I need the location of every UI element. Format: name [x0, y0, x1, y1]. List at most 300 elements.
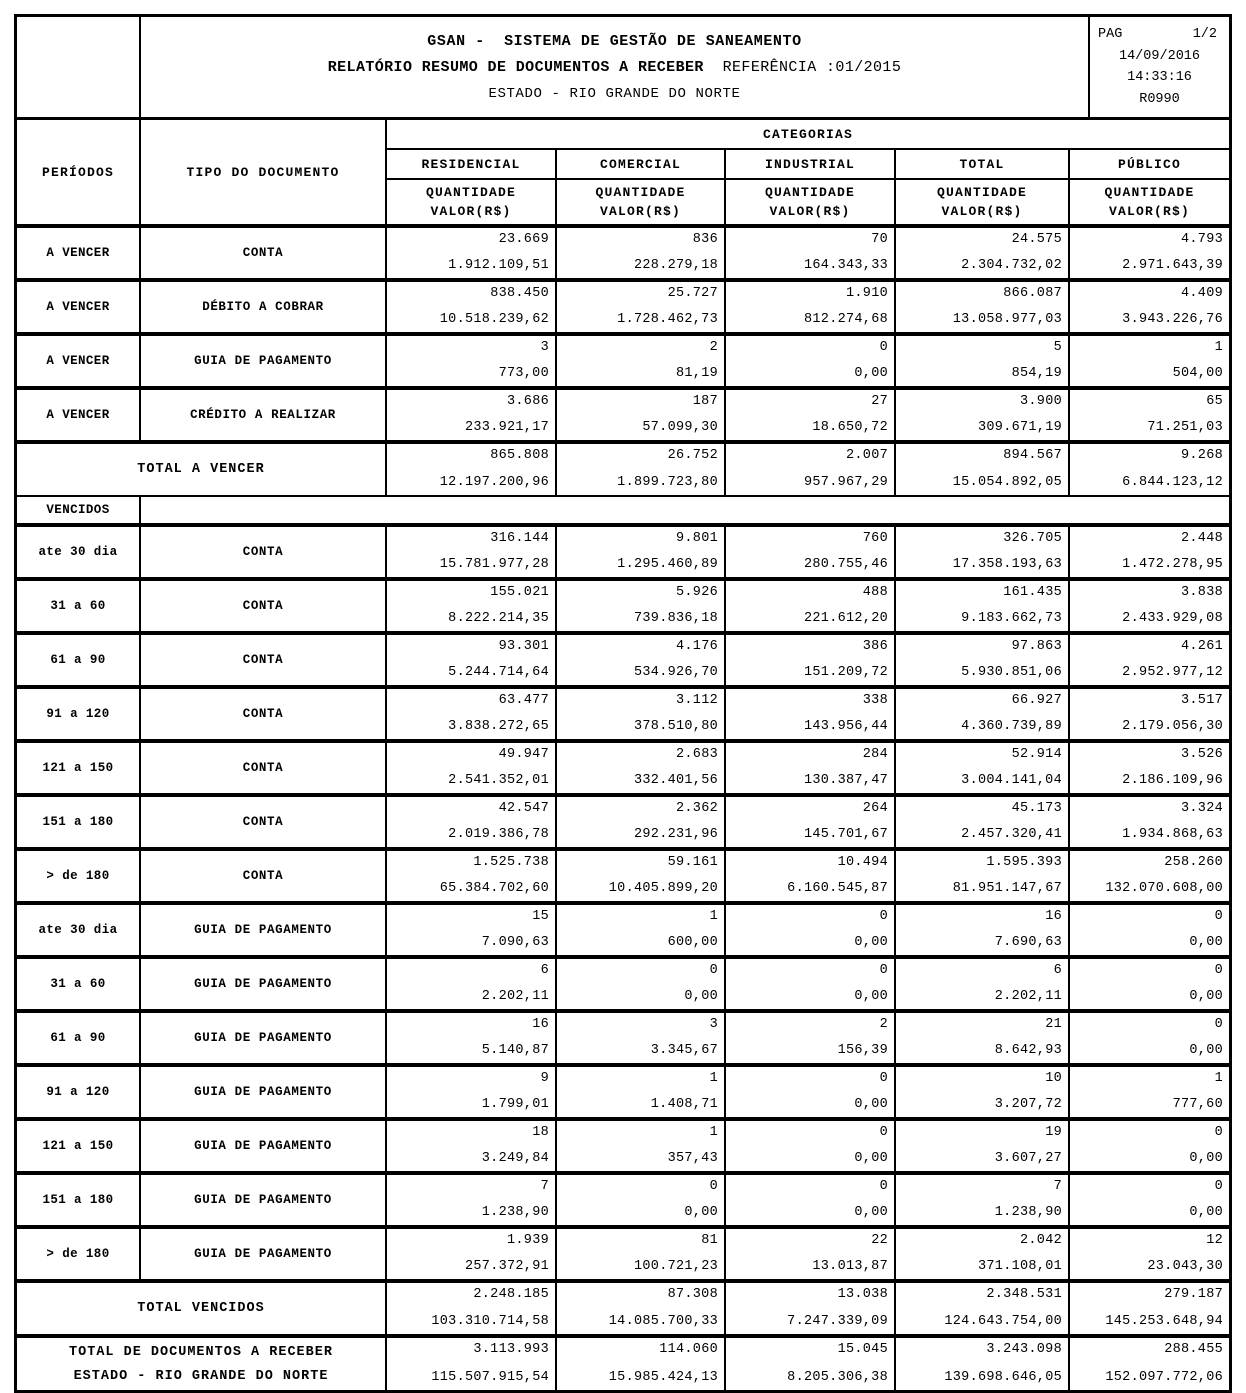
value-cell — [1070, 1175, 1229, 1225]
money-value: 0,00 — [684, 989, 718, 1004]
money-value: 2.971.643,39 — [1122, 258, 1223, 273]
money-value: 504,00 — [1172, 366, 1223, 381]
value-cell — [1070, 959, 1229, 1009]
money-value: 0,00 — [1189, 1043, 1223, 1058]
value-cell — [896, 444, 1070, 495]
money-value: 0,00 — [1189, 989, 1223, 1004]
money-value: 10.405.899,20 — [608, 881, 718, 896]
value-cell — [1070, 228, 1229, 278]
money-value: 145.701,67 — [803, 827, 888, 842]
quantity-value: 2.362 — [675, 801, 718, 816]
value-cell — [896, 797, 1070, 847]
section-row — [17, 495, 1229, 523]
money-value: 132.070.608,00 — [1105, 881, 1223, 896]
quantity-value: 2.448 — [1180, 531, 1223, 546]
quantity-value: 45.173 — [1011, 801, 1062, 816]
quantity-value: 93.301 — [498, 639, 549, 654]
tipo-cell: CONTA — [141, 797, 387, 847]
money-value: 156,39 — [837, 1043, 888, 1058]
value-cell — [1070, 689, 1229, 739]
col-header-comercial: COMERCIAL — [557, 150, 726, 180]
money-value: 1.934.868,63 — [1122, 827, 1223, 842]
money-value: 534.926,70 — [633, 665, 718, 680]
col-header-residencial: RESIDENCIAL — [387, 150, 557, 180]
value-cell — [896, 527, 1070, 577]
table-row — [17, 685, 1229, 739]
quantity-value: 7 — [1053, 1179, 1062, 1194]
money-value: 145.253.648,94 — [1105, 1314, 1223, 1329]
quantity-value: 0 — [879, 340, 888, 355]
quantity-value: 0 — [1214, 1017, 1223, 1032]
measure-valor: VALOR(R$) — [941, 204, 1023, 220]
periodo-cell: 31 a 60 — [17, 581, 141, 631]
money-value: 3.207,72 — [994, 1097, 1062, 1112]
money-value: 139.698.646,05 — [944, 1370, 1062, 1385]
money-value: 3.943.226,76 — [1122, 312, 1223, 327]
money-value: 143.956,44 — [803, 719, 888, 734]
value-cell — [896, 1229, 1070, 1279]
page-label: PAG — [1098, 27, 1123, 43]
value-cell — [896, 1283, 1070, 1334]
value-cell — [1070, 1338, 1229, 1390]
value-cell — [1070, 527, 1229, 577]
money-value: 18.650,72 — [812, 420, 888, 435]
quantity-value: 21 — [1045, 1017, 1062, 1032]
periodo-cell: ate 30 dia — [17, 527, 141, 577]
table-row — [17, 332, 1229, 386]
value-cell — [557, 689, 726, 739]
money-value: 124.643.754,00 — [944, 1314, 1062, 1329]
table-body — [17, 224, 1229, 1390]
value-cell — [1070, 581, 1229, 631]
tipo-cell: GUIA DE PAGAMENTO — [141, 336, 387, 386]
money-value: 6.160.545,87 — [787, 881, 888, 896]
page-line — [1096, 27, 1223, 42]
money-value: 2.202,11 — [994, 989, 1062, 1004]
quantity-value: 1.939 — [506, 1233, 549, 1248]
quantity-value: 760 — [862, 531, 888, 546]
money-value: 309.671,19 — [977, 420, 1062, 435]
quantity-value: 2 — [709, 340, 718, 355]
grand-total-row — [17, 1334, 1229, 1390]
value-cell — [726, 228, 896, 278]
money-value: 3.004.141,04 — [961, 773, 1062, 788]
value-cell — [387, 743, 557, 793]
quantity-value: 10 — [1045, 1071, 1062, 1086]
quantity-value: 16 — [532, 1017, 549, 1032]
value-cell — [557, 1067, 726, 1117]
value-cell — [1070, 1013, 1229, 1063]
value-cell — [557, 1338, 726, 1390]
money-value: 0,00 — [1189, 1205, 1223, 1220]
money-value: 2.433.929,08 — [1122, 611, 1223, 626]
money-value: 2.019.386,78 — [448, 827, 549, 842]
quantity-value: 5 — [1053, 340, 1062, 355]
money-value: 15.985.424,13 — [608, 1370, 718, 1385]
value-cell — [387, 1229, 557, 1279]
value-cell — [1070, 1121, 1229, 1171]
section-label: VENCIDOS — [17, 497, 141, 523]
quantity-value: 18 — [532, 1125, 549, 1140]
money-value: 1.899.723,80 — [617, 475, 718, 490]
tipo-cell: CRÉDITO A REALIZAR — [141, 390, 387, 440]
money-value: 3.249,84 — [481, 1151, 549, 1166]
quantity-value: 865.808 — [490, 448, 549, 463]
quantity-value: 9.801 — [675, 531, 718, 546]
quantity-value: 6 — [1053, 963, 1062, 978]
value-cell — [387, 444, 557, 495]
value-cell — [1070, 635, 1229, 685]
quantity-value: 42.547 — [498, 801, 549, 816]
quantity-value: 3.113.993 — [473, 1342, 549, 1357]
value-cell — [557, 390, 726, 440]
total-row — [17, 440, 1229, 495]
money-value: 2.202,11 — [481, 989, 549, 1004]
value-cell — [726, 581, 896, 631]
measure-valor: VALOR(R$) — [769, 204, 851, 220]
quantity-value: 1 — [709, 1071, 718, 1086]
value-cell — [387, 282, 557, 332]
money-value: 164.343,33 — [803, 258, 888, 273]
value-cell — [726, 444, 896, 495]
money-value: 8.205.306,38 — [787, 1370, 888, 1385]
value-cell — [387, 1067, 557, 1117]
periodo-cell: 31 a 60 — [17, 959, 141, 1009]
page-number: 1/2 — [1192, 27, 1217, 43]
quantity-value: 288.455 — [1164, 1342, 1223, 1357]
money-value: 0,00 — [1189, 935, 1223, 950]
periodo-cell: 151 a 180 — [17, 1175, 141, 1225]
quantity-value: 161.435 — [1003, 585, 1062, 600]
measure-quantidade: QUANTIDADE — [1104, 184, 1195, 200]
value-cell — [557, 282, 726, 332]
value-cell — [1070, 905, 1229, 955]
money-value: 130.387,47 — [803, 773, 888, 788]
tipo-cell: CONTA — [141, 743, 387, 793]
value-cell — [726, 1067, 896, 1117]
tipo-cell: CONTA — [141, 851, 387, 901]
quantity-value: 3.686 — [506, 394, 549, 409]
subtitle-spacer — [704, 59, 723, 76]
money-value: 8.222.214,35 — [448, 611, 549, 626]
quantity-value: 155.021 — [490, 585, 549, 600]
value-cell — [726, 390, 896, 440]
quantity-value: 49.947 — [498, 747, 549, 762]
quantity-value: 12 — [1206, 1233, 1223, 1248]
money-value: 12.197.200,96 — [439, 475, 549, 490]
periodo-cell: A VENCER — [17, 282, 141, 332]
quantity-value: 2.348.531 — [986, 1287, 1062, 1302]
tipo-cell: GUIA DE PAGAMENTO — [141, 1229, 387, 1279]
quantity-value: 3.838 — [1180, 585, 1223, 600]
value-cell — [726, 336, 896, 386]
quantity-value: 0 — [1214, 1125, 1223, 1140]
quantity-value: 264 — [862, 801, 888, 816]
quantity-value: 3.243.098 — [986, 1342, 1062, 1357]
quantity-value: 2.042 — [1019, 1233, 1062, 1248]
tipo-cell: CONTA — [141, 689, 387, 739]
money-value: 2.179.056,30 — [1122, 719, 1223, 734]
quantity-value: 63.477 — [498, 693, 549, 708]
quantity-value: 16 — [1045, 909, 1062, 924]
measure-header — [1070, 180, 1229, 224]
value-cell — [387, 1175, 557, 1225]
value-cell — [726, 689, 896, 739]
col-header-industrial: INDUSTRIAL — [726, 150, 896, 180]
value-cell — [1070, 390, 1229, 440]
money-value: 357,43 — [667, 1151, 718, 1166]
value-cell — [387, 689, 557, 739]
value-cell — [726, 905, 896, 955]
value-cell — [1070, 1229, 1229, 1279]
money-value: 2.457.320,41 — [961, 827, 1062, 842]
money-value: 332.401,56 — [633, 773, 718, 788]
table-row — [17, 847, 1229, 901]
report-title: GSAN - SISTEMA DE GESTÃO DE SANEAMENTO — [427, 32, 802, 50]
quantity-value: 3.900 — [1019, 394, 1062, 409]
money-value: 2.952.977,12 — [1122, 665, 1223, 680]
table-row — [17, 1171, 1229, 1225]
table-row — [17, 224, 1229, 278]
col-header-categorias: CATEGORIAS — [387, 120, 1229, 150]
measure-valor: VALOR(R$) — [599, 204, 681, 220]
money-value: 280.755,46 — [803, 557, 888, 572]
value-cell — [896, 390, 1070, 440]
value-cell — [896, 905, 1070, 955]
quantity-value: 2.248.185 — [473, 1287, 549, 1302]
value-cell — [387, 1121, 557, 1171]
quantity-value: 10.494 — [837, 855, 888, 870]
value-cell — [896, 282, 1070, 332]
money-value: 15.054.892,05 — [952, 475, 1062, 490]
table-row — [17, 1117, 1229, 1171]
grand-total-label-cell — [17, 1338, 387, 1390]
header-page-block — [1090, 17, 1229, 117]
quantity-value: 22 — [871, 1233, 888, 1248]
tipo-cell: GUIA DE PAGAMENTO — [141, 1013, 387, 1063]
money-value: 13.058.977,03 — [952, 312, 1062, 327]
money-value: 292.231,96 — [633, 827, 718, 842]
value-cell — [726, 1121, 896, 1171]
money-value: 221.612,20 — [803, 611, 888, 626]
report-header — [17, 17, 1229, 120]
value-cell — [726, 1229, 896, 1279]
quantity-value: 0 — [709, 1179, 718, 1194]
money-value: 13.013,87 — [812, 1259, 888, 1274]
periodo-cell: 61 a 90 — [17, 1013, 141, 1063]
money-value: 854,19 — [1011, 366, 1062, 381]
money-value: 10.518.239,62 — [439, 312, 549, 327]
value-cell — [557, 743, 726, 793]
table-row — [17, 1225, 1229, 1279]
report-subtitle-line — [328, 59, 902, 76]
money-value: 3.838.272,65 — [448, 719, 549, 734]
header-title-block — [141, 17, 1090, 117]
value-cell — [557, 635, 726, 685]
quantity-value: 836 — [692, 232, 718, 247]
quantity-value: 1.910 — [845, 286, 888, 301]
money-value: 5.140,87 — [481, 1043, 549, 1058]
money-value: 151.209,72 — [803, 665, 888, 680]
quantity-value: 6 — [540, 963, 549, 978]
total-label-cell: TOTAL A VENCER — [17, 444, 387, 495]
quantity-value: 2 — [879, 1017, 888, 1032]
money-value: 0,00 — [854, 1151, 888, 1166]
value-cell — [896, 851, 1070, 901]
tipo-cell: GUIA DE PAGAMENTO — [141, 1175, 387, 1225]
value-cell — [896, 743, 1070, 793]
money-value: 7.090,63 — [481, 935, 549, 950]
money-value: 0,00 — [854, 989, 888, 1004]
periodo-cell: 61 a 90 — [17, 635, 141, 685]
quantity-value: 114.060 — [659, 1342, 718, 1357]
total-row — [17, 1279, 1229, 1334]
value-cell — [1070, 1067, 1229, 1117]
measure-quantidade: QUANTIDADE — [595, 184, 686, 200]
money-value: 152.097.772,06 — [1105, 1370, 1223, 1385]
table-row — [17, 386, 1229, 440]
value-cell — [557, 228, 726, 278]
quantity-value: 1.595.393 — [986, 855, 1062, 870]
quantity-value: 19 — [1045, 1125, 1062, 1140]
value-cell — [557, 1175, 726, 1225]
money-value: 3.345,67 — [650, 1043, 718, 1058]
quantity-value: 0 — [709, 963, 718, 978]
value-cell — [726, 797, 896, 847]
quantity-value: 25.727 — [667, 286, 718, 301]
value-cell — [896, 581, 1070, 631]
value-cell — [1070, 282, 1229, 332]
money-value: 0,00 — [854, 1205, 888, 1220]
measure-valor: VALOR(R$) — [1108, 204, 1190, 220]
value-cell — [387, 336, 557, 386]
value-cell — [1070, 851, 1229, 901]
money-value: 7.247.339,09 — [787, 1314, 888, 1329]
quantity-value: 0 — [879, 963, 888, 978]
quantity-value: 1 — [709, 909, 718, 924]
money-value: 1.408,71 — [650, 1097, 718, 1112]
money-value: 739.836,18 — [633, 611, 718, 626]
money-value: 228.279,18 — [633, 258, 718, 273]
value-cell — [557, 851, 726, 901]
value-cell — [726, 282, 896, 332]
money-value: 1.238,90 — [994, 1205, 1062, 1220]
value-cell — [896, 1013, 1070, 1063]
quantity-value: 59.161 — [667, 855, 718, 870]
quantity-value: 5.926 — [675, 585, 718, 600]
quantity-value: 0 — [1214, 963, 1223, 978]
value-cell — [726, 1283, 896, 1334]
value-cell — [896, 228, 1070, 278]
table-row — [17, 278, 1229, 332]
quantity-value: 23.669 — [498, 232, 549, 247]
section-empty-cell — [141, 497, 1229, 523]
value-cell — [1070, 336, 1229, 386]
value-cell — [557, 581, 726, 631]
quantity-value: 187 — [692, 394, 718, 409]
value-cell — [387, 527, 557, 577]
money-value: 2.304.732,02 — [961, 258, 1062, 273]
value-cell — [896, 1067, 1070, 1117]
money-value: 103.310.714,58 — [431, 1314, 549, 1329]
tipo-cell: GUIA DE PAGAMENTO — [141, 1121, 387, 1171]
money-value: 8.642,93 — [994, 1043, 1062, 1058]
quantity-value: 13.038 — [837, 1287, 888, 1302]
quantity-value: 838.450 — [490, 286, 549, 301]
col-header-total: TOTAL — [896, 150, 1070, 180]
value-cell — [896, 1121, 1070, 1171]
value-cell — [726, 635, 896, 685]
money-value: 7.690,63 — [994, 935, 1062, 950]
quantity-value: 2.007 — [845, 448, 888, 463]
quantity-value: 9.268 — [1180, 448, 1223, 463]
tipo-cell: CONTA — [141, 527, 387, 577]
quantity-value: 52.914 — [1011, 747, 1062, 762]
value-cell — [387, 797, 557, 847]
periodo-cell: 151 a 180 — [17, 797, 141, 847]
report-code: R0990 — [1139, 91, 1180, 107]
periodo-cell: A VENCER — [17, 390, 141, 440]
money-value: 371.108,01 — [977, 1259, 1062, 1274]
quantity-value: 1 — [1214, 340, 1223, 355]
quantity-value: 3.526 — [1180, 747, 1223, 762]
money-value: 23.043,30 — [1147, 1259, 1223, 1274]
value-cell — [557, 959, 726, 1009]
quantity-value: 1 — [1214, 1071, 1223, 1086]
money-value: 1.912.109,51 — [448, 258, 549, 273]
tipo-cell: CONTA — [141, 228, 387, 278]
money-value: 14.085.700,33 — [608, 1314, 718, 1329]
periodo-cell: A VENCER — [17, 228, 141, 278]
money-value: 4.360.739,89 — [961, 719, 1062, 734]
money-value: 0,00 — [854, 935, 888, 950]
measure-quantidade: QUANTIDADE — [425, 184, 516, 200]
value-cell — [896, 635, 1070, 685]
money-value: 115.507.915,54 — [431, 1370, 549, 1385]
measure-header — [557, 180, 726, 224]
tipo-cell: DÉBITO A COBRAR — [141, 282, 387, 332]
money-value: 1.799,01 — [481, 1097, 549, 1112]
measure-quantidade: QUANTIDADE — [936, 184, 1027, 200]
tipo-cell: GUIA DE PAGAMENTO — [141, 905, 387, 955]
quantity-value: 7 — [540, 1179, 549, 1194]
table-row — [17, 793, 1229, 847]
tipo-cell: CONTA — [141, 581, 387, 631]
value-cell — [387, 1283, 557, 1334]
periodo-cell: A VENCER — [17, 336, 141, 386]
value-cell — [726, 743, 896, 793]
report-scope: ESTADO - RIO GRANDE DO NORTE — [488, 85, 741, 102]
quantity-value: 1.525.738 — [473, 855, 549, 870]
measure-quantidade: QUANTIDADE — [764, 184, 855, 200]
measure-header — [726, 180, 896, 224]
periodo-cell: ate 30 dia — [17, 905, 141, 955]
quantity-value: 4.261 — [1180, 639, 1223, 654]
report-time: 14:33:16 — [1127, 70, 1192, 86]
report-subtitle: RELATÓRIO RESUMO DE DOCUMENTOS A RECEBER — [327, 59, 704, 76]
value-cell — [726, 959, 896, 1009]
money-value: 1.238,90 — [481, 1205, 549, 1220]
table-row — [17, 631, 1229, 685]
total-label-cell: TOTAL VENCIDOS — [17, 1283, 387, 1334]
table-row — [17, 1063, 1229, 1117]
value-cell — [387, 1013, 557, 1063]
quantity-value: 27 — [871, 394, 888, 409]
money-value: 1.728.462,73 — [617, 312, 718, 327]
quantity-value: 4.793 — [1180, 232, 1223, 247]
value-cell — [1070, 797, 1229, 847]
money-value: 0,00 — [854, 1097, 888, 1112]
